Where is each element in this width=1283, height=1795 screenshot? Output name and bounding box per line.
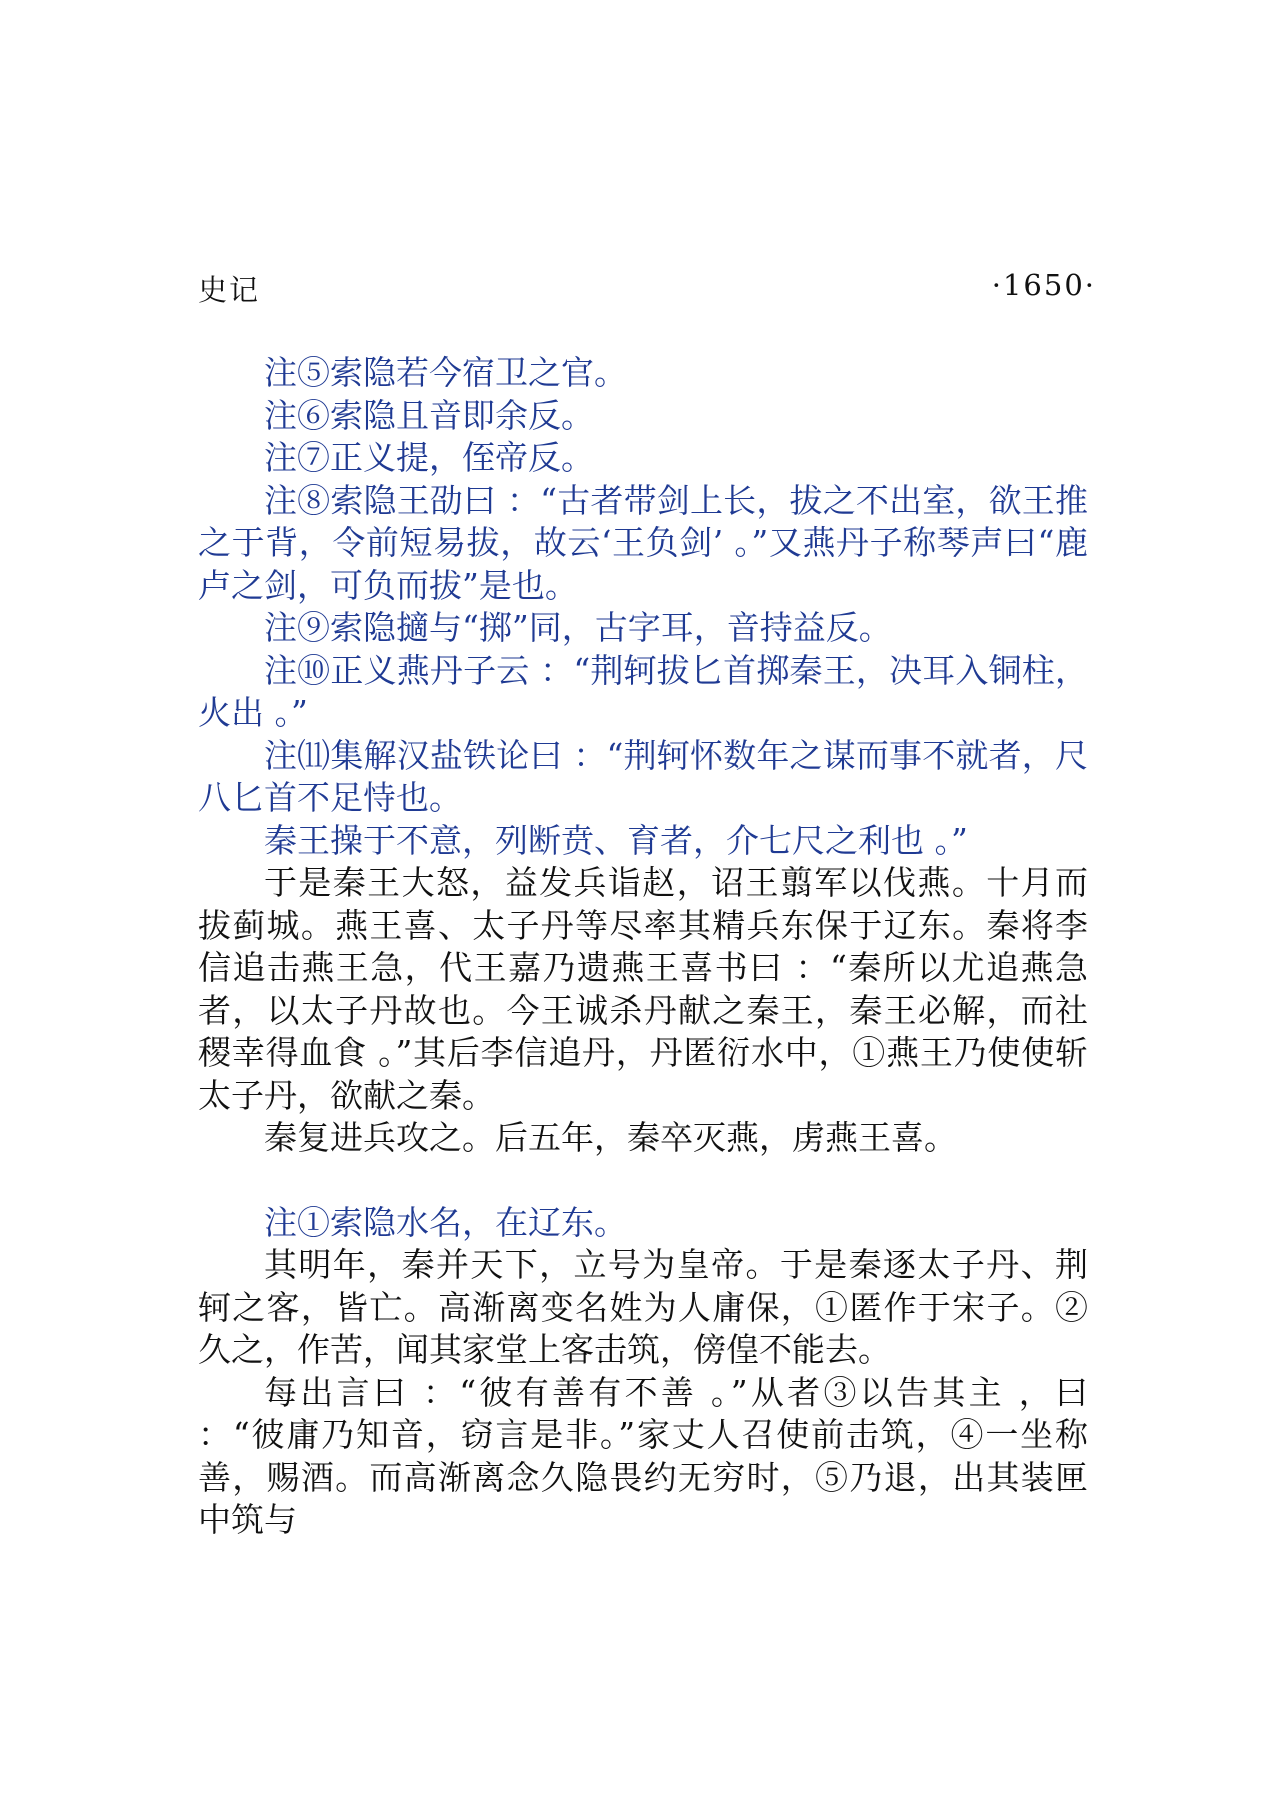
paragraph-gap [198, 1160, 1088, 1202]
annotation-paragraph: 注⑾集解汉盐铁论曰 ：“荆轲怀数年之谋而事不就者，尺八匕首不足恃也。 [198, 735, 1088, 817]
annotation-paragraph: 秦王操于不意，列断贲、育者，介七尺之利也 。” [264, 820, 968, 860]
annotation-paragraph: 注⑨索隐擿与“掷”同，古字耳，音持益反。 [264, 608, 892, 647]
annotation-paragraph: 注①索隐水名，在辽东。 [264, 1202, 627, 1242]
body-paragraph: 其明年，秦并天下，立号为皇帝。于是秦逐太子丹、荆轲之客，皆亡。高渐离变名姓为人庸保，①匿作于宋子。②久之，作苦，闻其家堂上客击筑，傍偟不能去。 [198, 1245, 1088, 1369]
annotation-paragraph: 注⑧索隐王劭曰 ：“古者带剑上长，拔之不出室，欲王推之于背，令前短易拔，故云‘王负剑’ 。”又燕丹子称琴声曰“鹿卢之剑，可负而拔”是也。 [198, 480, 1088, 605]
page-header [198, 268, 1096, 312]
annotation-paragraph: 注⑤索隐若今宿卫之官。 [264, 353, 627, 392]
annotation-paragraph: 注⑩正义燕丹子云 ：“荆轲拔匕首掷秦王，决耳入铜柱，火出 。” [198, 650, 1088, 732]
page-body [198, 352, 1088, 1542]
book-title: 史记 [198, 273, 261, 307]
body-paragraph: 秦复进兵攻之。后五年，秦卒灭燕，虏燕王喜。 [264, 1118, 957, 1157]
annotation-paragraph: 注⑥索隐且音即余反。 [264, 395, 594, 435]
body-paragraph: 每出言曰 ：“彼有善有不善 。”从者③以告其主 ，曰 ：“彼庸乃知音，窃言是非。”家丈人召使前击筑，④一坐称善，赐酒。而高渐离念久隐畏约无穷时，⑤乃退，出其装匣中筑与 [198, 1372, 1088, 1539]
body-paragraph: 于是秦王大怒，益发兵诣赵，诏王翦军以伐燕。十月而拔蓟城。燕王喜、太子丹等尽率其精兵东保于辽东。秦将李信追击燕王急，代王嘉乃遗燕王喜书曰 ：“秦所以尤追燕急者，以太子丹故也。今王诚杀丹献之秦王，秦王必解，而社稷幸得血食 。”其后李信追丹，丹匿衍水中，①燕王乃使使斩太子丹，欲献之秦。 [198, 863, 1088, 1115]
page-number: ·1650· [991, 268, 1096, 302]
annotation-paragraph: 注⑦正义提，侄帝反。 [264, 438, 594, 477]
